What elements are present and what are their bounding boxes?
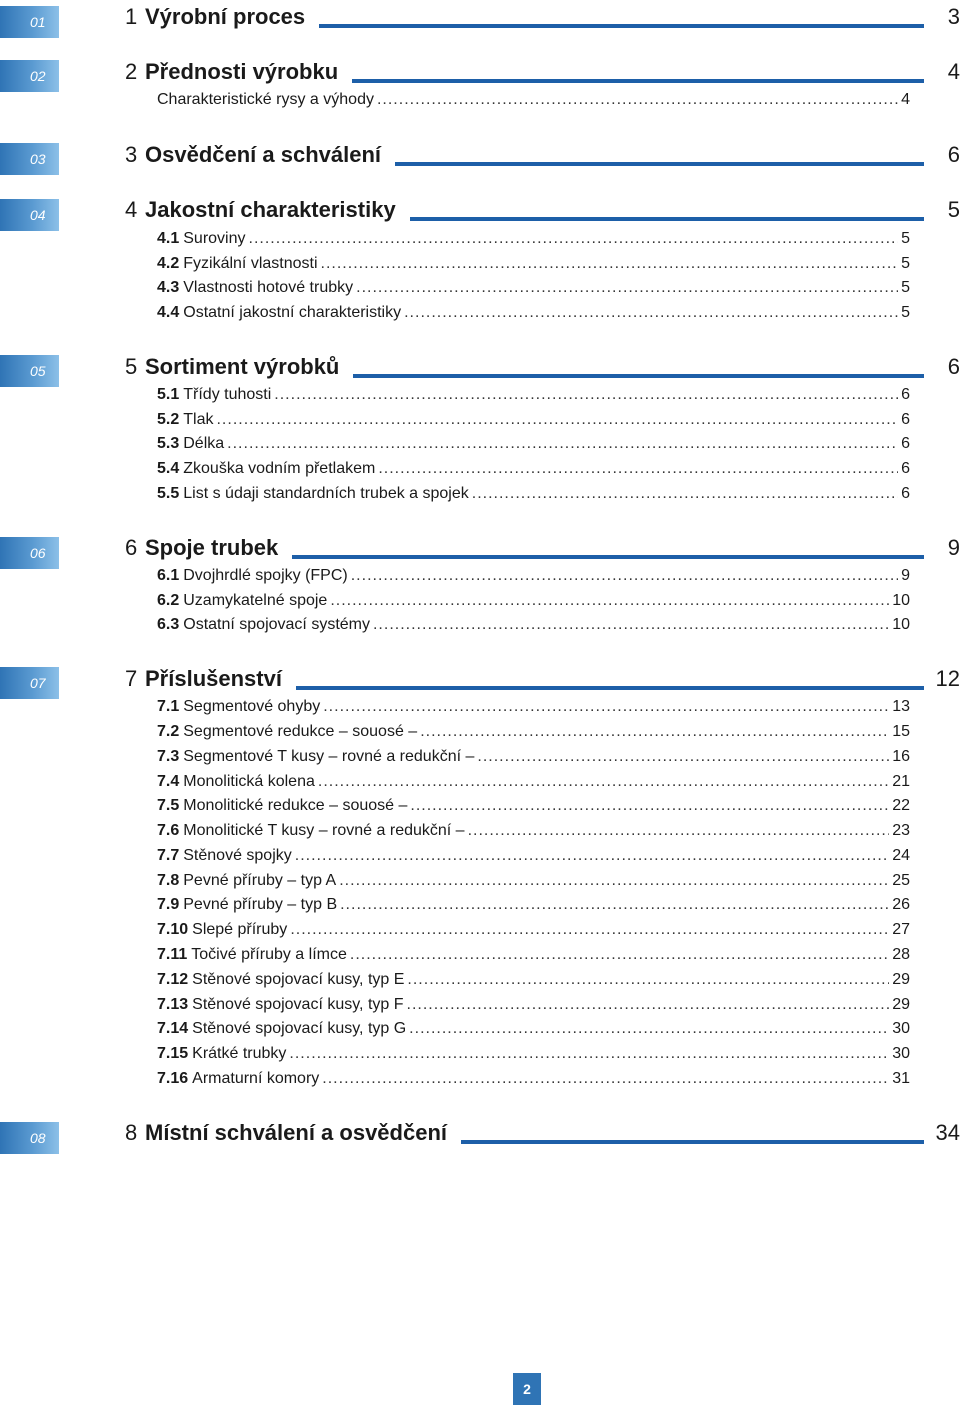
section-title: Spoje trubek [145, 535, 279, 560]
dot-leader [321, 255, 899, 273]
toc-entry[interactable] [157, 748, 910, 768]
section-page-number: 9 [947, 535, 960, 560]
dot-leader [339, 872, 889, 890]
entry-label: Pevné příruby – typ B [183, 896, 338, 913]
dot-leader [404, 304, 898, 322]
entry-page-number: 10 [892, 616, 910, 633]
entry-page-number: 22 [892, 797, 910, 814]
section-rule [319, 24, 924, 28]
entry-page-number: 5 [901, 304, 910, 321]
dot-leader [274, 386, 898, 404]
dot-leader [409, 1020, 889, 1038]
entry-number: 7.5 [157, 797, 180, 814]
entry-label: Ostatní spojovací systémy [183, 616, 370, 633]
toc-entry[interactable] [157, 797, 910, 817]
dot-leader [407, 996, 890, 1014]
entry-page-number: 5 [901, 230, 910, 247]
entry-label: List s údaji standardních trubek a spojek [183, 485, 469, 502]
entry-page-number: 9 [901, 567, 910, 584]
entry-label: Suroviny [183, 230, 246, 247]
section-title: Místní schválení a osvědčení [145, 1120, 448, 1145]
toc-entry[interactable] [157, 592, 910, 612]
entry-number: 7.11 [157, 946, 188, 963]
section-number: 5 [125, 354, 138, 379]
dot-leader [249, 230, 899, 248]
entry-label: Krátké trubky [192, 1045, 287, 1062]
entry-number: 6.1 [157, 567, 180, 584]
entry-number: 4.2 [157, 255, 180, 272]
toc-entry[interactable] [157, 1070, 910, 1090]
section-number: 1 [125, 4, 138, 29]
entry-label: Stěnové spojovací kusy, typ F [192, 996, 404, 1013]
entry-page-number: 31 [892, 1070, 910, 1087]
entry-page-number: 16 [892, 748, 910, 765]
entry-label: Pevné příruby – typ A [183, 872, 337, 889]
dot-leader [356, 279, 898, 297]
section-rule [292, 555, 924, 559]
entry-page-number: 13 [892, 698, 910, 715]
toc-entry[interactable] [157, 996, 910, 1016]
section-page-number: 3 [947, 4, 960, 29]
dot-leader [227, 435, 898, 453]
entry-number: 7.8 [157, 872, 180, 889]
toc-entry[interactable] [157, 460, 910, 480]
entry-label: Monolitická kolena [183, 773, 315, 790]
toc-entry[interactable] [157, 1020, 910, 1040]
toc-entry[interactable] [157, 946, 910, 966]
section-tab-05[interactable]: 05 [0, 355, 59, 387]
dot-leader [289, 1045, 889, 1063]
dot-leader [468, 822, 890, 840]
entry-label: Stěnové spojovací kusy, typ E [192, 971, 405, 988]
entry-number: 7.6 [157, 822, 180, 839]
entry-label: Délka [183, 435, 225, 452]
entry-page-number: 6 [901, 435, 910, 452]
section-page-number: 12 [935, 666, 960, 691]
dot-leader [340, 896, 889, 914]
section-number: 8 [125, 1120, 138, 1145]
toc-entry[interactable] [157, 435, 910, 455]
entry-number: 7.12 [157, 971, 189, 988]
section-page-number: 5 [947, 197, 960, 222]
dot-leader [407, 971, 889, 989]
toc-entry[interactable] [157, 386, 910, 406]
entry-label: Armaturní komory [192, 1070, 320, 1087]
entry-page-number: 28 [892, 946, 910, 963]
dot-leader [323, 698, 889, 716]
entry-page-number: 30 [892, 1020, 910, 1037]
toc-entry[interactable] [157, 896, 910, 916]
section-number: 4 [125, 197, 138, 222]
toc-entry[interactable] [157, 411, 910, 431]
section-page-number: 4 [947, 59, 960, 84]
entry-page-number: 4 [901, 91, 910, 108]
section-title: Osvědčení a schválení [145, 142, 382, 167]
toc-entry[interactable] [157, 872, 910, 892]
toc-entry[interactable] [157, 971, 910, 991]
toc-entry[interactable] [157, 616, 910, 636]
entry-number: 7.1 [157, 698, 180, 715]
entry-label: Segmentové T kusy – rovné a redukční – [183, 748, 475, 765]
dot-leader [477, 748, 889, 766]
entry-label: Fyzikální vlastnosti [183, 255, 318, 272]
section-tab-07[interactable]: 07 [0, 667, 59, 699]
section-number: 6 [125, 535, 138, 560]
entry-page-number: 24 [892, 847, 910, 864]
entry-page-number: 23 [892, 822, 910, 839]
section-rule [461, 1140, 924, 1144]
dot-leader [322, 1070, 889, 1088]
toc-entry[interactable] [157, 1045, 910, 1065]
section-heading[interactable] [125, 142, 960, 172]
entry-number: 7.10 [157, 921, 189, 938]
entry-page-number: 6 [901, 485, 910, 502]
entry-page-number: 5 [901, 279, 910, 296]
entry-label: Dvojhrdlé spojky (FPC) [183, 567, 348, 584]
section-number: 3 [125, 142, 138, 167]
entry-number: 7.14 [157, 1020, 189, 1037]
entry-label: Monolitické redukce – souosé – [183, 797, 408, 814]
section-number: 2 [125, 59, 138, 84]
entry-number: 4.4 [157, 304, 180, 321]
section-page-number: 6 [947, 354, 960, 379]
entry-page-number: 26 [892, 896, 910, 913]
entry-label: Stěnové spojky [183, 847, 292, 864]
entry-number: 5.3 [157, 435, 180, 452]
entry-label: Točivé příruby a límce [191, 946, 347, 963]
entry-page-number: 29 [892, 996, 910, 1013]
toc-entry[interactable] [157, 723, 910, 743]
section-page-number: 6 [947, 142, 960, 167]
entry-page-number: 10 [892, 592, 910, 609]
toc-entry[interactable] [157, 304, 910, 324]
toc-entry[interactable] [157, 279, 910, 299]
entry-label: Zkouška vodním přetlakem [183, 460, 376, 477]
toc-entry[interactable] [157, 773, 910, 793]
toc-entry[interactable] [157, 91, 910, 111]
section-title: Sortiment výrobků [145, 354, 340, 379]
section-number: 7 [125, 666, 138, 691]
section-heading[interactable] [125, 197, 960, 227]
entry-page-number: 27 [892, 921, 910, 938]
dot-leader [420, 723, 889, 741]
section-tab-03[interactable]: 03 [0, 143, 59, 175]
entry-page-number: 6 [901, 460, 910, 477]
entry-number: 7.15 [157, 1045, 189, 1062]
entry-label: Slepé příruby [192, 921, 288, 938]
section-tab-01[interactable]: 01 [0, 6, 59, 38]
entry-number: 7.2 [157, 723, 180, 740]
section-rule [410, 217, 924, 221]
dot-leader [377, 91, 898, 109]
entry-number: 7.16 [157, 1070, 189, 1087]
dot-leader [410, 797, 889, 815]
entry-label: Tlak [183, 411, 214, 428]
entry-page-number: 30 [892, 1045, 910, 1062]
entry-number: 4.3 [157, 279, 180, 296]
dot-leader [318, 773, 889, 791]
section-heading[interactable] [125, 1120, 960, 1150]
toc-entry[interactable] [157, 698, 910, 718]
entry-label: Charakteristické rysy a výhody [157, 91, 374, 108]
entry-number: 7.4 [157, 773, 180, 790]
entry-page-number: 6 [901, 411, 910, 428]
section-tab-08[interactable]: 08 [0, 1122, 59, 1154]
section-title: Příslušenství [145, 666, 282, 691]
section-rule [352, 79, 924, 83]
entry-number: 7.13 [157, 996, 189, 1013]
dot-leader [290, 921, 889, 939]
toc-entry[interactable] [157, 485, 910, 505]
entry-label: Monolitické T kusy – rovné a redukční – [183, 822, 465, 839]
section-title: Jakostní charakteristiky [145, 197, 396, 222]
entry-page-number: 15 [892, 723, 910, 740]
section-rule [296, 686, 924, 690]
toc-entry[interactable] [157, 847, 910, 867]
entry-number: 4.1 [157, 230, 180, 247]
entry-label: Stěnové spojovací kusy, typ G [192, 1020, 407, 1037]
entry-label: Třídy tuhosti [183, 386, 272, 403]
section-title: Výrobní proces [145, 4, 306, 29]
section-rule [395, 162, 924, 166]
section-tab-02[interactable]: 02 [0, 60, 59, 92]
entry-label: Segmentové ohyby [183, 698, 321, 715]
entry-number: 6.3 [157, 616, 180, 633]
entry-label: Ostatní jakostní charakteristiky [183, 304, 402, 321]
dot-leader [351, 567, 898, 585]
toc-entry[interactable] [157, 567, 910, 587]
toc-entry[interactable] [157, 921, 910, 941]
entry-number: 5.5 [157, 485, 180, 502]
section-heading[interactable] [125, 59, 960, 89]
dot-leader [472, 485, 898, 503]
entry-page-number: 29 [892, 971, 910, 988]
entry-number: 6.2 [157, 592, 180, 609]
entry-page-number: 25 [892, 872, 910, 889]
entry-page-number: 6 [901, 386, 910, 403]
section-rule [353, 374, 924, 378]
dot-leader [350, 946, 889, 964]
entry-number: 7.7 [157, 847, 180, 864]
page-number-badge: 2 [513, 1373, 541, 1405]
dot-leader [216, 411, 898, 429]
entry-page-number: 5 [901, 255, 910, 272]
entry-number: 7.9 [157, 896, 180, 913]
section-tab-06[interactable]: 06 [0, 537, 59, 569]
toc-entry[interactable] [157, 255, 910, 275]
entry-page-number: 21 [892, 773, 910, 790]
entry-number: 5.1 [157, 386, 180, 403]
section-tab-04[interactable]: 04 [0, 199, 59, 231]
section-heading[interactable] [125, 4, 960, 34]
dot-leader [330, 592, 889, 610]
entry-number: 7.3 [157, 748, 180, 765]
section-page-number: 34 [935, 1120, 960, 1145]
section-heading[interactable] [125, 666, 960, 696]
entry-number: 5.4 [157, 460, 180, 477]
section-title: Přednosti výrobku [145, 59, 339, 84]
entry-label: Vlastnosti hotové trubky [183, 279, 354, 296]
entry-label: Segmentové redukce – souosé – [183, 723, 418, 740]
entry-number: 5.2 [157, 411, 180, 428]
toc-entry[interactable] [157, 822, 910, 842]
dot-leader [373, 616, 889, 634]
dot-leader [378, 460, 898, 478]
section-heading[interactable] [125, 535, 960, 565]
entry-label: Uzamykatelné spoje [183, 592, 328, 609]
dot-leader [295, 847, 889, 865]
section-heading[interactable] [125, 354, 960, 384]
toc-entry[interactable] [157, 230, 910, 250]
